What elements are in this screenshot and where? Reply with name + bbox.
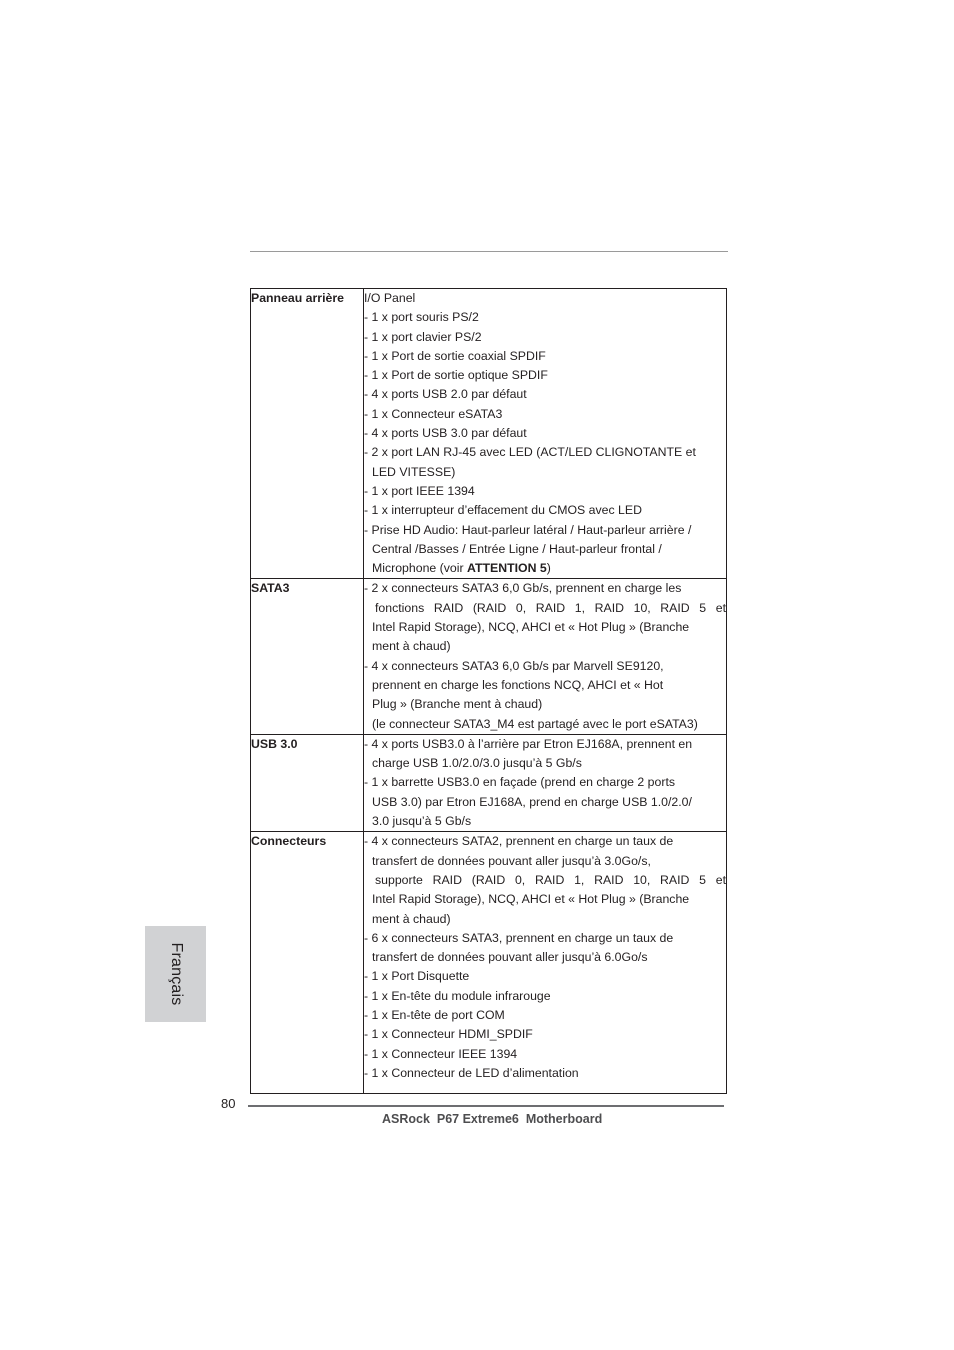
- language-tab: [145, 926, 206, 1022]
- spec-text: ): [546, 561, 551, 576]
- page-number: 80: [221, 1096, 236, 1111]
- spec-line: prennent en charge les fonctions NCQ, AHCI et « Hot: [372, 677, 664, 692]
- spec-line: supporte RAID (RAID 0, RAID 1, RAID 10, RAID 5 et: [375, 872, 726, 887]
- table-row: [251, 734, 727, 831]
- spec-line: - 1 x barrette USB3.0 en façade (prend en charge 2 ports: [364, 775, 676, 790]
- row-content: [364, 734, 727, 831]
- spec-line: transfert de données pouvant aller jusqu’à 6.0Go/s: [372, 950, 648, 965]
- language-tab-label: Français: [167, 942, 185, 1006]
- spec-line: - 6 x connecteurs SATA3, prennent en charge un taux de: [364, 930, 674, 945]
- table-row: [251, 832, 727, 1094]
- spec-line: - 1 x interrupteur d’effacement du CMOS avec LED: [364, 503, 642, 518]
- spec-line: - 1 x Port de sortie coaxial SPDIF: [364, 348, 546, 363]
- row-label: Connecteurs: [251, 832, 364, 1094]
- spec-line: fonctions RAID (RAID 0, RAID 1, RAID 10, RAID 5 et: [375, 600, 726, 615]
- row-label: USB 3.0: [251, 734, 364, 831]
- spec-line: Intel Rapid Storage), NCQ, AHCI et « Hot Plug » (Branche: [372, 620, 690, 635]
- spec-line: transfert de données pouvant aller jusqu’à 3.0Go/s,: [372, 853, 651, 868]
- row-content: [364, 832, 727, 1094]
- row-content: [364, 289, 727, 579]
- table-row: [251, 579, 727, 734]
- spec-line: Intel Rapid Storage), NCQ, AHCI et « Hot Plug » (Branche: [372, 892, 690, 907]
- spec-line: (le connecteur SATA3_M4 est partagé avec le port eSATA3): [372, 716, 698, 731]
- spec-line: - 1 x En-tête du module infrarouge: [364, 988, 551, 1003]
- spec-line: - 1 x Connecteur HDMI_SPDIF: [364, 1027, 533, 1042]
- spec-line: 3.0 jusqu’à 5 Gb/s: [372, 814, 472, 829]
- spec-line: - 4 x connecteurs SATA2, prennent en charge un taux de: [364, 834, 674, 849]
- spec-line: - 4 x ports USB 3.0 par défaut: [364, 426, 527, 441]
- footer-title: ASRock P67 Extreme6 Motherboard: [382, 1112, 603, 1126]
- spec-line: I/O Panel: [364, 291, 416, 305]
- spec-line: - 1 x Connecteur eSATA3: [364, 406, 503, 421]
- spec-line: - 1 x port souris PS/2: [364, 310, 479, 325]
- spec-line: - 1 x Port Disquette: [364, 969, 470, 984]
- spec-line: - 4 x connecteurs SATA3 6,0 Gb/s par Marvell SE9120,: [364, 658, 664, 673]
- spec-line: - Prise HD Audio: Haut-parleur latéral / Haut-parleur arrière /: [364, 522, 692, 537]
- spec-line: USB 3.0) par Etron EJ168A, prend en charge USB 1.0/2.0/: [372, 794, 692, 809]
- spec-line: - 1 x Port de sortie optique SPDIF: [364, 368, 548, 383]
- row-label: SATA3: [251, 579, 364, 734]
- row-content: [364, 579, 727, 734]
- spec-line: - 2 x connecteurs SATA3 6,0 Gb/s, prennent en charge les: [364, 581, 682, 596]
- spec-line: - 1 x port IEEE 1394: [364, 483, 475, 498]
- spec-line: - 4 x ports USB3.0 à l’arrière par Etron EJ168A, prennent en: [364, 736, 693, 751]
- spec-line: ment à chaud): [372, 911, 451, 926]
- spec-line: - 1 x En-tête de port COM: [364, 1007, 505, 1022]
- spec-line: - 1 x Connecteur IEEE 1394: [364, 1046, 518, 1061]
- spec-line: - 1 x port clavier PS/2: [364, 329, 482, 344]
- spec-line: Plug » (Branche ment à chaud): [372, 697, 543, 712]
- top-rule: [250, 251, 728, 252]
- spec-table: [250, 288, 727, 1094]
- spec-line: - 1 x Connecteur de LED d’alimentation: [364, 1065, 579, 1080]
- spec-line: [364, 559, 726, 578]
- footer-rule: [248, 1105, 724, 1107]
- spec-line: Central /Basses / Entrée Ligne / Haut-parleur frontal /: [372, 541, 662, 556]
- spec-line: - 2 x port LAN RJ-45 avec LED (ACT/LED CLIGNOTANTE et: [364, 445, 696, 460]
- spec-line: LED VITESSE): [372, 464, 456, 479]
- attention-note: ATTENTION 5: [467, 561, 547, 576]
- spec-line: - 4 x ports USB 2.0 par défaut: [364, 387, 527, 402]
- spec-line: charge USB 1.0/2.0/3.0 jusqu’à 5 Gb/s: [372, 756, 582, 771]
- table-row: [251, 289, 727, 579]
- spec-text: Microphone (voir: [372, 561, 467, 576]
- row-label: Panneau arrière: [251, 289, 364, 579]
- spec-line: ment à chaud): [372, 639, 451, 654]
